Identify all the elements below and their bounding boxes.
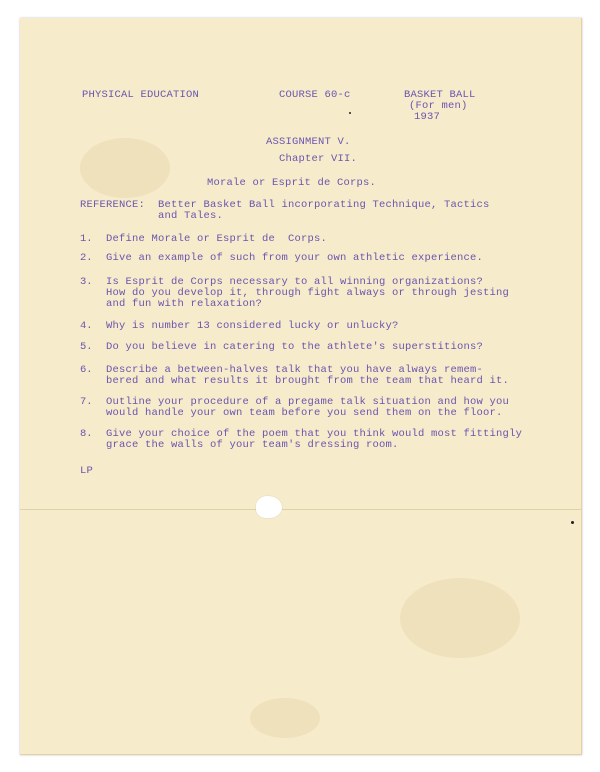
header-sport: BASKET BALL [404, 89, 476, 101]
topic-title: Morale or Esprit de Corps. [207, 177, 377, 189]
reference-label: REFERENCE: [80, 199, 146, 211]
question-text: grace the walls of your team's dressing room. [106, 439, 399, 451]
header-year: 1937 [414, 111, 441, 123]
question-text: Describe a between-halves talk that you have always remem- [106, 364, 484, 376]
header-course: COURSE 60-c [279, 89, 351, 101]
paper-stain [80, 138, 170, 198]
header-department: PHYSICAL EDUCATION [82, 89, 200, 101]
question-text: Why is number 13 considered lucky or unlucky? [106, 320, 399, 332]
assignment-title: ASSIGNMENT V. [266, 136, 351, 148]
fold-crease [20, 509, 581, 510]
question-text: Define Morale or Esprit de Corps. [106, 233, 328, 245]
chapter-title: Chapter VII. [279, 153, 358, 165]
header-audience: (For men) [409, 100, 468, 112]
question-number: 8. [80, 428, 93, 440]
reference-line: and Tales. [158, 210, 224, 222]
document-page [20, 18, 582, 755]
question-number: 6. [80, 364, 93, 376]
ink-dot [349, 112, 351, 114]
question-text: would handle your own team before you send them on the floor. [106, 407, 503, 419]
question-number: 7. [80, 396, 93, 408]
paper-stain [400, 578, 520, 658]
reference-line: Better Basket Ball incorporating Technique, Tactics [158, 199, 490, 211]
paper-stain [250, 698, 320, 738]
question-text: Is Esprit de Corps necessary to all winning organizations? [106, 276, 484, 288]
ink-dot [571, 521, 574, 524]
question-number: 3. [80, 276, 93, 288]
question-text: Give your choice of the poem that you think would most fittingly [106, 428, 523, 440]
question-number: 4. [80, 320, 93, 332]
question-text: and fun with relaxation? [106, 298, 263, 310]
question-text: Give an example of such from your own athletic experience. [106, 252, 484, 264]
paper-hole [256, 496, 282, 518]
question-text: Outline your procedure of a pregame talk situation and how you [106, 396, 510, 408]
question-text: bered and what results it brought from the team that heard it. [106, 375, 510, 387]
typist-initials: LP [80, 465, 94, 477]
question-number: 2. [80, 252, 93, 264]
question-number: 1. [80, 233, 93, 245]
question-text: How do you develop it, through fight always or through jesting [106, 287, 510, 299]
question-text: Do you believe in catering to the athlete's superstitions? [106, 341, 484, 353]
question-number: 5. [80, 341, 93, 353]
